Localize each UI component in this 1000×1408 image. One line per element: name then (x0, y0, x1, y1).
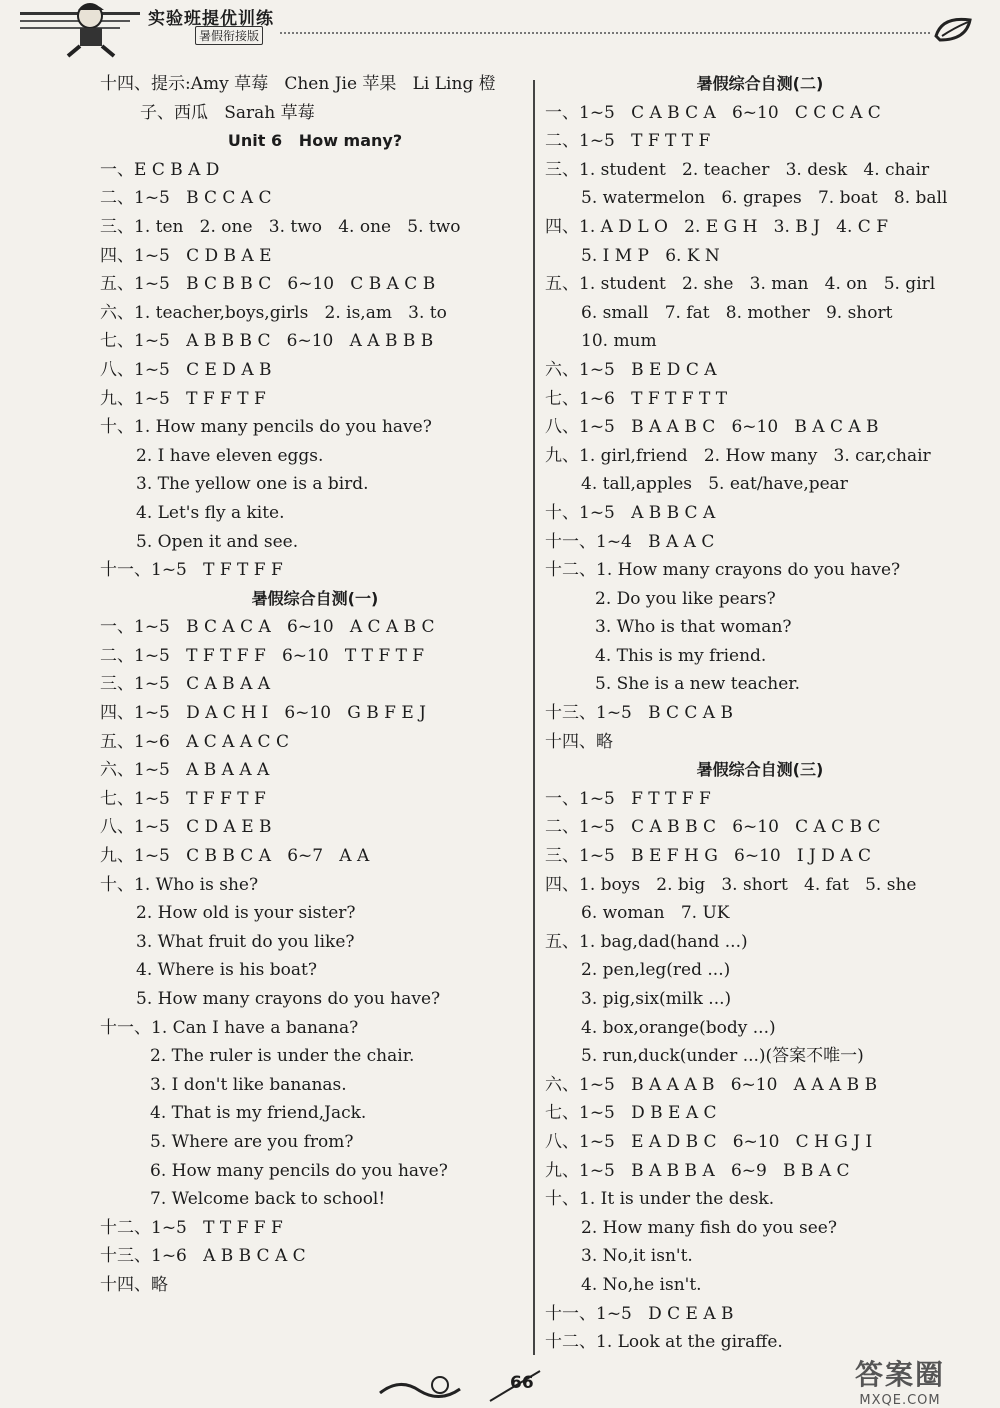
book-title: 实验班提优训练 (148, 9, 274, 29)
answer-line: 2. I have eleven eggs. (136, 445, 324, 466)
answer-line: 2. How old is your sister? (136, 903, 356, 924)
answer-line: 十四、略 (100, 1274, 168, 1295)
answer-line: 十、1. How many pencils do you have? (100, 417, 432, 438)
answer-line: 2. pen,leg(red ...) (581, 960, 731, 981)
section-heading: 暑假综合自测(三) (696, 760, 824, 780)
answer-line: 八、1~5 C D A E B (100, 817, 272, 838)
answer-line: 十一、1~4 B A A C (545, 531, 715, 552)
answer-line: 一、1~5 B C A C A 6~10 A C A B C (100, 617, 435, 638)
answer-line: 5. run,duck(under ...)(答案不唯一) (581, 1046, 864, 1067)
answer-line: 九、1~5 B A B B A 6~9 B B A C (545, 1160, 850, 1181)
answer-line: 二、1~5 T F T T F (545, 131, 711, 152)
answer-line: 十、1. It is under the desk. (545, 1189, 775, 1210)
answer-line: 六、1~5 A B A A A (100, 760, 270, 781)
answer-line: 3. The yellow one is a bird. (136, 474, 369, 495)
answer-line: 4. Let's fly a kite. (136, 502, 285, 523)
answer-line: 六、1~5 B E D C A (545, 359, 717, 380)
answer-line: 八、1~5 C E D A B (100, 359, 272, 380)
answer-line: 十一、1. Can I have a banana? (100, 1017, 359, 1038)
header-rule (280, 32, 930, 34)
answer-line: 十三、1~6 A B B C A C (100, 1246, 306, 1267)
answer-line: 3. What fruit do you like? (136, 931, 355, 952)
answer-line: 七、1~6 T F T F T T (545, 388, 728, 409)
answer-line: 10. mum (581, 331, 657, 352)
answer-line: 九、1. girl,friend 2. How many 3. car,chair (545, 445, 931, 466)
answer-line: 五、1. bag,dad(hand ...) (545, 931, 748, 952)
mascot-icon (20, 0, 140, 58)
section-heading: Unit 6 How many? (227, 131, 403, 151)
answer-line: 六、1. teacher,boys,girls 2. is,am 3. to (100, 302, 447, 323)
answer-line: 4. tall,apples 5. eat/have,pear (581, 474, 848, 495)
watermark-url: MXQE.COM (859, 1393, 941, 1408)
answer-line: 7. Welcome back to school! (150, 1189, 386, 1210)
answer-line: 5. Open it and see. (136, 531, 299, 552)
answer-line: 五、1~5 B C B B C 6~10 C B A C B (100, 274, 436, 295)
page-number: 66 (510, 1373, 534, 1393)
answer-line: 四、1~5 D A C H I 6~10 G B F E J (100, 703, 426, 724)
answer-line: 五、1. student 2. she 3. man 4. on 5. girl (545, 274, 936, 295)
answer-line: 四、1. A D L O 2. E G H 3. B J 4. C F (545, 216, 889, 237)
answer-line: 6. small 7. fat 8. mother 9. short (581, 302, 893, 323)
answer-line: 六、1~5 B A A A B 6~10 A A A B B (545, 1074, 878, 1095)
answer-line: 4. Where is his boat? (136, 960, 317, 981)
answer-line: 十、1~5 A B B C A (545, 502, 716, 523)
right-column (545, 70, 975, 1357)
answer-line: 一、E C B A D (100, 159, 220, 180)
book-subtitle: 暑假衔接版 (195, 26, 263, 45)
answer-line: 十四、略 (545, 731, 613, 752)
answer-line: 3. I don't like bananas. (150, 1074, 347, 1095)
answer-line: 二、1~5 C A B B C 6~10 C A C B C (545, 817, 881, 838)
answer-line: 子、西瓜 Sarah 草莓 (140, 102, 315, 123)
answer-line: 三、1~5 C A B A A (100, 674, 271, 695)
answer-line: 七、1~5 D B E A C (545, 1103, 717, 1124)
column-divider (533, 80, 535, 1355)
answer-line: 八、1~5 B A A B C 6~10 B A C A B (545, 417, 879, 438)
answer-line: 4. That is my friend,Jack. (150, 1103, 367, 1124)
section-heading: 暑假综合自测(一) (251, 588, 379, 608)
answer-line: 一、1~5 F T T F F (545, 788, 711, 809)
answer-line: 十四、提示:Amy 草莓 Chen Jie 苹果 Li Ling 橙 (100, 74, 496, 94)
answer-line: 一、1~5 C A B C A 6~10 C C C A C (545, 102, 881, 123)
answer-line: 八、1~5 E A D B C 6~10 C H G J I (545, 1131, 873, 1152)
answer-line: 三、1. ten 2. one 3. two 4. one 5. two (100, 216, 461, 237)
leaf-icon (932, 14, 976, 44)
answer-line: 5. watermelon 6. grapes 7. boat 8. ball (581, 188, 948, 209)
answer-line: 3. pig,six(milk ...) (581, 989, 732, 1009)
answer-line: 五、1~6 A C A A C C (100, 731, 289, 752)
left-column (100, 70, 530, 1300)
answer-line: 十、1. Who is she? (100, 874, 259, 895)
watermark (855, 1353, 945, 1408)
answer-line: 七、1~5 T F F T F (100, 788, 266, 809)
answer-line: 三、1~5 B E F H G 6~10 I J D A C (545, 846, 871, 867)
answer-line: 十二、1~5 T T F F F (100, 1217, 283, 1238)
answer-line: 5. She is a new teacher. (595, 674, 800, 695)
answer-line: 七、1~5 A B B B C 6~10 A A B B B (100, 331, 434, 352)
answer-line: 九、1~5 T F F T F (100, 388, 266, 409)
answer-line: 十一、1~5 D C E A B (545, 1303, 734, 1324)
answer-line: 四、1~5 C D B A E (100, 245, 272, 266)
answer-line: 2. The ruler is under the chair. (150, 1046, 415, 1067)
answer-line: 三、1. student 2. teacher 3. desk 4. chair (545, 159, 930, 180)
answer-line: 九、1~5 C B B C A 6~7 A A (100, 846, 370, 867)
answer-line: 4. box,orange(body ...) (581, 1017, 776, 1038)
answer-line: 4. This is my friend. (595, 645, 767, 666)
page-footer (0, 1358, 1000, 1408)
section-heading: 暑假综合自测(二) (696, 74, 824, 93)
answer-line: 5. I M P 6. K N (581, 245, 720, 266)
answer-line: 2. How many fish do you see? (581, 1217, 837, 1238)
answer-line: 3. No,it isn't. (581, 1246, 693, 1267)
answer-line: 4. No,he isn't. (581, 1274, 702, 1295)
answer-line: 6. woman 7. UK (581, 903, 730, 924)
answer-line: 十一、1~5 T F T F F (100, 560, 283, 581)
answer-line: 十二、1. How many crayons do you have? (545, 560, 901, 581)
watermark-title: 答案圈 (855, 1358, 946, 1391)
answer-line: 5. Where are you from? (150, 1131, 354, 1152)
answer-line: 5. How many crayons do you have? (136, 989, 441, 1009)
answer-line: 二、1~5 B C C A C (100, 188, 272, 209)
answer-line: 十三、1~5 B C C A B (545, 703, 733, 724)
answer-line: 二、1~5 T F T F F 6~10 T T F T F (100, 645, 425, 666)
answer-line: 四、1. boys 2. big 3. short 4. fat 5. she (545, 874, 917, 895)
page-header (0, 0, 1000, 60)
answer-line: 6. How many pencils do you have? (150, 1160, 448, 1181)
answer-line: 3. Who is that woman? (595, 617, 792, 638)
answer-line: 2. Do you like pears? (595, 588, 776, 609)
answer-line: 十二、1. Look at the giraffe. (545, 1332, 783, 1353)
